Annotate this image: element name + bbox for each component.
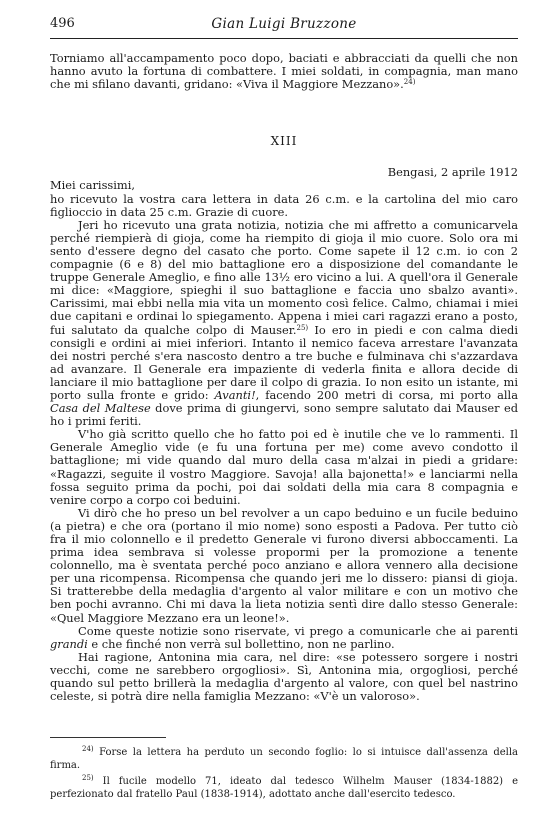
- letter-paragraph-6: Hai ragione, Antonina mia cara, nel dire: «se potessero sorgere i nostri vecchi, come ne sarebbero orgogliosi». Sì, Antonina mia, orgogliosi, perché quando sul petto brillerà la medaglia d'argento al valore, con quel bel nastrino celeste, si potrà dire nella famiglia Mezzano: «V'è un valoroso».: [50, 649, 518, 704]
- footnote-24: [50, 746, 518, 772]
- p2-text-b: Io ero in piedi e con calma diedi consigli e ordini ai miei inferiori. Intanto il nemico faceva arrestare l'avanzata dei nostri perché s'era nascosto dentro a tre buche e fulminava chi s'azzardava ad avanzare. Il Generale era impaziente di vederla finita e allora decide di lanciare il mio battaglione per dare il colpo di grazia. Io non esito un istante, mi porto sulla fronte e grido:: [50, 322, 518, 402]
- footnote-mark: 24): [82, 745, 94, 753]
- footnote-ref-24: 24): [403, 78, 416, 87]
- letter-paragraph-2: [50, 219, 518, 429]
- page-body: [50, 52, 518, 703]
- page-number: 496: [50, 16, 75, 31]
- footnote-25: [50, 775, 518, 801]
- page-header: [50, 16, 518, 38]
- footnote-ref-25: 25): [296, 323, 309, 332]
- p2-text-a: Jeri ho ricevuto una grata notizia, notizia che mi affretto a comunicarvela perché riempierà di gioja, come ha riempito di gioja il mio cuore. Solo ora mi sento d'essere degno del casato che porto. Come sapete il 12 c.m. io con 2 compagnie (6 e 8) del mio battaglione ero a disposizione del comandante le truppe Generale Ameglio, e fino alle 13½ ero vicino a lui. A quell'ora il Generale mi dice: «Maggiore, spieghi il suo battaglione e faccia uno sbalzo avanti». Carissimi, mai ebbi nella mia vita un momento così felice. Calmo, chiamai i miei due capitani e ordinai lo spiegamento. Appena i miei cari ragazzi erano a posto, fui salutato da qualche colpo di Mauser.: [50, 217, 518, 337]
- footnote-text: Il fucile modello 71, ideato dal tedesco Wilhelm Mauser (1834-1882) e perfezionato dal fratello Paul (1838-1914), adottato anche dall'esercito tedesco.: [50, 776, 518, 800]
- letter-paragraph-4: Vi dirò che ho preso un bel revolver a un capo beduino e un fucile beduino (a pietra) e che ora (portano il mio nome) sono esposti a Padova. Per tutto ciò fra il mio colonnello e il predetto Generale vi furono diversi abboccamenti. La prima idea sembrava si volesse propormi per la promozione a tenente colonnello, ma è sventata perché poco anziano e allora vennero alla decisione per una ricompensa. Ricompensa che quando jeri me lo dissero: piansi di gioja. Si tratterebbe della medaglia d'argento al valor militare e con un motivo che ben pochi avranno. Chi mi dava la lieta notizia sentì dire dallo stesso Generale: «Quel Maggiore Mezzano era un leone!».: [50, 505, 518, 625]
- header-rule: [50, 38, 518, 39]
- p5-italic: grandi: [50, 636, 88, 651]
- letter-paragraph-1: ho ricevuto la vostra cara lettera in data 26 c.m. e la cartolina del mio caro figlioccio in data 25 c.m. Grazie di cuore.: [50, 191, 518, 219]
- letter-salutation: Miei carissimi,: [50, 178, 135, 193]
- footnote-mark: 25): [82, 774, 94, 782]
- letter-paragraph-3: V'ho già scritto quello che ho fatto poi ed è inutile che ve lo rammenti. Il Generale Ameglio vide (e fu una fortuna per me) come avevo condotto il battaglione; mi vide quando dal muro della casa m'alzai in piedi a gridare: «Ragazzi, seguite il vostro Maggiore. Savoja! alla bajonetta!» e lanciarmi nella fossa seguito prima da pochi, poi dai soldati della mia cara 8 compagnia e venire corpo a corpo coi beduini.: [50, 427, 518, 507]
- running-head: Gian Luigi Bruzzone: [211, 16, 357, 32]
- letter-paragraph-5: [50, 625, 518, 651]
- p5-text-b: e che finché non verrà sul bollettino, non ne parlino.: [87, 636, 395, 651]
- intro-text: Torniamo all'accampamento poco dopo, baciati e abbracciati da quelli che non hanno avuto la fortuna di combattere. I miei soldati, in compagnia, man mano che mi sfilano davanti, gridano: «Viva il Maggiore Mezzano».: [50, 51, 518, 92]
- footnote-text: Forse la lettera ha perduto un secondo foglio: lo si intuisce dall'assenza della firma.: [50, 747, 518, 771]
- letter-dateline: Bengasi, 2 aprile 1912: [387, 165, 518, 180]
- p2-text-c: , facendo 200 metri di corsa, mi porto alla: [255, 387, 518, 402]
- intro-paragraph: [50, 52, 518, 91]
- chapter-number: XIII: [270, 134, 298, 149]
- footnotes: [50, 746, 518, 804]
- p2-italic-avanti: Avanti!: [214, 387, 256, 402]
- p2-italic-place: Casa del Maltese: [50, 401, 151, 416]
- p5-text-a: Come queste notizie sono riservate, vi prego a comunicarle che ai parenti: [78, 623, 518, 638]
- p2-text-d: dove prima di giungervi, sono sempre salutato dai Mauser ed ho i primi feriti.: [50, 401, 519, 429]
- footnote-rule: [50, 737, 166, 738]
